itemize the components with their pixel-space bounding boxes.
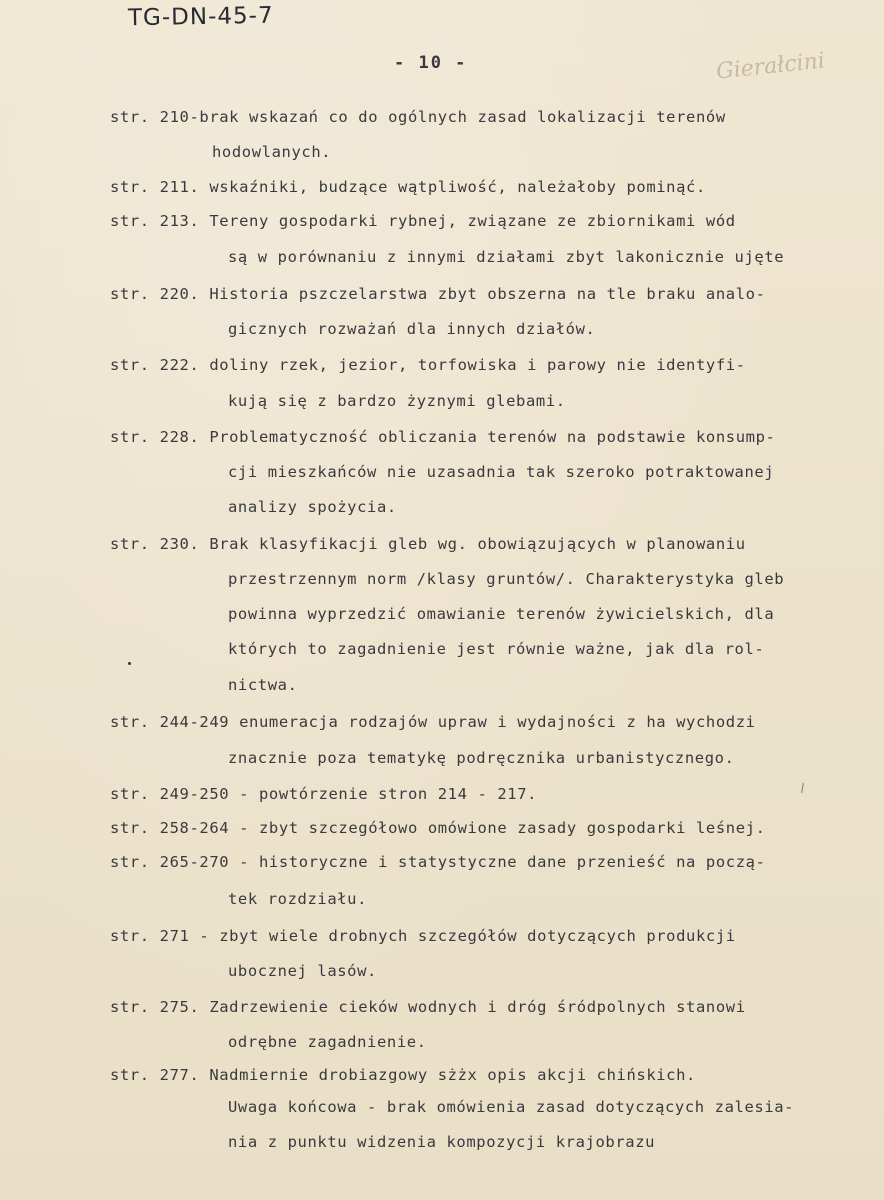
text-line: str. 277. Nadmiernie drobiazgowy sżżx opis akcji chińskich. [110,1066,696,1084]
text-line: str. 265-270 - historyczne i statystyczne dane przenieść na począ- [110,853,766,871]
text-line: nia z punktu widzenia kompozycji krajobrazu [228,1133,656,1151]
text-line: znacznie poza tematykę podręcznika urbanistycznego. [228,749,735,767]
text-line: kują się z bardzo żyznymi glebami. [228,392,566,410]
text-line: str. 275. Zadrzewienie cieków wodnych i dróg śródpolnych stanowi [110,998,746,1016]
text-line: analizy spożycia. [228,498,397,516]
text-line: str. 258-264 - zbyt szczegółowo omówione zasady gospodarki leśnej. [110,819,766,837]
ink-dot [128,662,131,665]
text-line: str. 213. Tereny gospodarki rybnej, związane ze zbiornikami wód [110,212,736,230]
text-line: str. 228. Problematyczność obliczania terenów na podstawie konsump- [110,428,776,446]
text-line: str. 210-brak wskazań co do ogólnych zasad lokalizacji terenów [110,108,726,126]
archive-signature: TG-DN-45-7 [127,2,274,32]
text-line: str. 271 - zbyt wiele drobnych szczegółów dotyczących produkcji [110,927,736,945]
text-line: cji mieszkańców nie uzasadnia tak szeroko potraktowanej [228,463,775,481]
text-line: str. 220. Historia pszczelarstwa zbyt obszerna na tle braku analo- [110,285,766,303]
text-line: str. 222. doliny rzek, jezior, torfowiska i parowy nie identyfi- [110,356,746,374]
text-line: których to zagadnienie jest równie ważne, jak dla rol- [228,640,765,658]
text-line: str. 249-250 - powtórzenie stron 214 - 217. [110,785,538,803]
text-line: gicznych rozważań dla innych działów. [228,320,596,338]
text-line: Uwaga końcowa - brak omówienia zasad dotyczących zalesia- [228,1098,795,1116]
text-line: odrębne zagadnienie. [228,1033,427,1051]
text-line: powinna wyprzedzić omawianie terenów żywicielskich, dla [228,605,775,623]
text-line: przestrzennym norm /klasy gruntów/. Charakterystyka gleb [228,570,785,588]
text-line: hodowlanych. [212,143,332,161]
text-line: tek rozdziału. [228,890,368,908]
pencil-annotation: Gierałcini [714,48,826,85]
text-line: nictwa. [228,676,298,694]
text-line: str. 230. Brak klasyfikacji gleb wg. obowiązujących w planowaniu [110,535,746,553]
text-line: str. 244-249 enumeracja rodzajów upraw i wydajności z ha wychodzi [110,713,756,731]
text-line: ubocznej lasów. [228,962,377,980]
pencil-tick [801,783,804,793]
page-number: - 10 - [394,53,468,73]
text-line: str. 211. wskaźniki, budzące wątpliwość, należałoby pominąć. [110,178,706,196]
text-line: są w porównaniu z innymi działami zbyt lakonicznie ujęte [228,248,785,266]
